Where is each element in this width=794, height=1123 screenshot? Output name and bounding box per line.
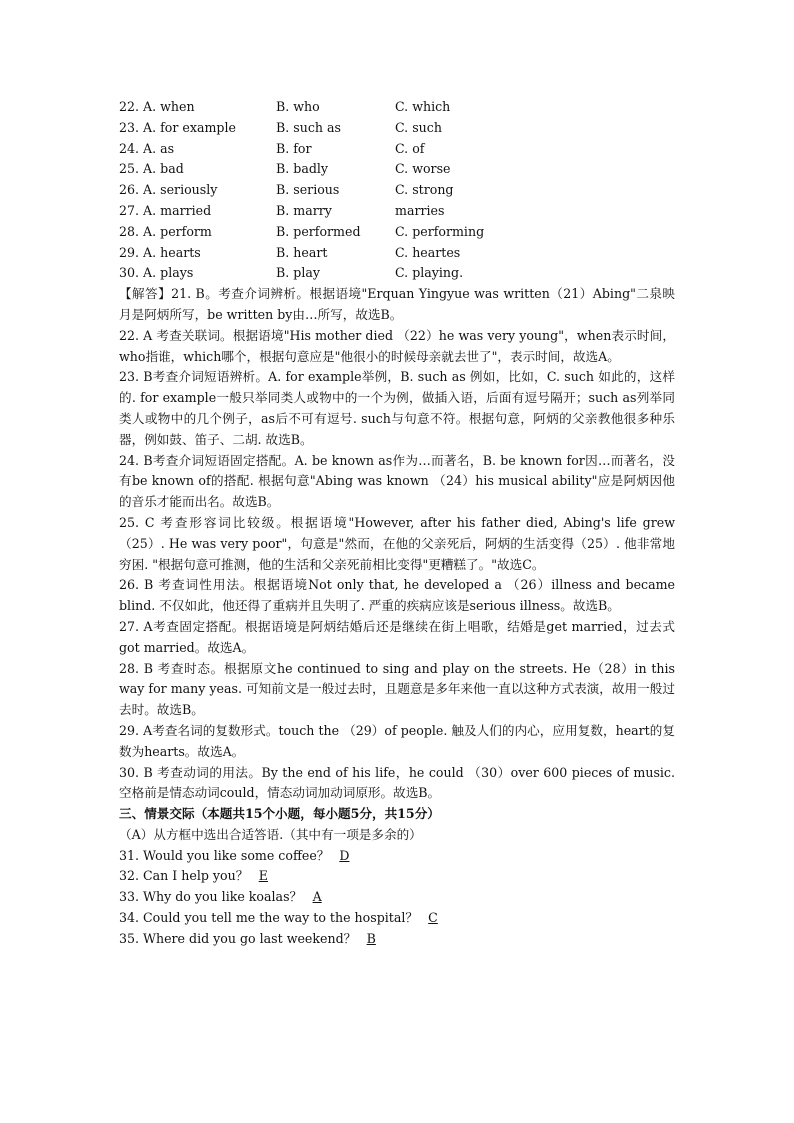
answer-30: 30. B 考查动词的用法。By the end of his life，he could （30）over 600 pieces of music. 空格前是情态动词could，情态动词加动词原形。故选B。 — [119, 764, 675, 801]
option-row — [119, 118, 675, 139]
answer-blank: D — [339, 847, 350, 863]
option-a: 27. A. married — [119, 202, 212, 218]
answer-21: 【解答】21. B。考查介词辨析。根据语境"Erquan Yingyue was written（21）Abing"二泉映月是阿炳所写，be written by由…所写，故选B。 — [119, 286, 675, 322]
option-c: C. which — [395, 99, 451, 114]
question-32 — [119, 866, 675, 887]
option-c: C. worse — [395, 161, 451, 177]
option-b: B. serious — [276, 182, 340, 198]
option-a: 23. A. for example — [119, 119, 236, 135]
option-b: B. performed — [276, 223, 361, 239]
options-list — [119, 97, 675, 284]
option-a: 29. A. hearts — [119, 244, 201, 260]
option-c: C. of — [395, 140, 425, 156]
question-text: 32. Can I help you？ — [119, 868, 249, 884]
section-title: 三、情景交际（本题共15个小题，每小题5分，共15分） — [119, 806, 440, 822]
option-row — [119, 243, 675, 264]
option-b: B. heart — [276, 244, 328, 260]
option-a: 30. A. plays — [119, 265, 194, 281]
answer-29: 29. A考查名词的复数形式。touch the （29）of people. 触及人们的内心，应用复数，heart的复数为hearts。故选A。 — [119, 722, 675, 759]
answer-28: 28. B 考查时态。根据原文he continued to sing and play on the streets. He（28）in this way for many yeas. 可知前文是一般过去时，且题意是多年来他一直以这种方式表演，故用一般过去时。故选B。 — [119, 660, 675, 718]
answer-blank: C — [428, 910, 438, 926]
answer-27: 27. A考查固定搭配。根据语境是阿炳结婚后还是继续在街上唱歌，结婚是get married，过去式got married。故选A。 — [119, 618, 675, 655]
question-35 — [119, 929, 675, 950]
option-row — [119, 97, 675, 118]
option-c: C. strong — [395, 182, 454, 198]
option-row — [119, 201, 675, 222]
option-row — [119, 222, 675, 243]
option-c: C. performing — [395, 223, 485, 239]
question-text: 33. Why do you like koalas？ — [119, 889, 303, 905]
answer-explanations — [119, 284, 675, 804]
answer-25: 25. C 考查形容词比较级。根据语境"However, after his father died, Abing's life grew （25）. He was very poor"，句意是"然而，在他的父亲死后，阿炳的生活变得（25）. 他非常地穷困. "根据句意可推测，他的生活和父亲死前相比变得"更糟糕了。"故选C。 — [119, 514, 675, 572]
option-a: 25. A. bad — [119, 161, 184, 177]
question-text: 31. Would you like some coffee？ — [119, 847, 330, 863]
question-list — [119, 846, 675, 950]
option-b: B. who — [276, 99, 320, 114]
answer-blank: A — [312, 889, 322, 905]
option-row — [119, 159, 675, 180]
option-row — [119, 180, 675, 201]
option-b: B. play — [276, 265, 320, 281]
document-page — [119, 97, 675, 950]
question-34 — [119, 908, 675, 929]
answer-blank: B — [366, 930, 376, 946]
option-a: 24. A. as — [119, 140, 175, 156]
option-c: C. such — [395, 119, 442, 135]
question-text: 35. Where did you go last weekend？ — [119, 930, 357, 946]
answer-blank: E — [258, 868, 268, 884]
question-33 — [119, 887, 675, 908]
option-a: 22. A. when — [119, 99, 195, 114]
option-a: 28. A. perform — [119, 223, 212, 239]
option-b: B. for — [276, 140, 312, 156]
question-text: 34. Could you tell me the way to the hospital？ — [119, 910, 418, 926]
answer-23: 23. B考查介词短语辨析。A. for example举例，B. such as 例如，比如，C. such 如此的，这样的. for example一般只举同类人或物中的一个为例，做插入语，后面有逗号隔开；such as列举同类人或物中的几个例子，as后不可有逗号. such与句意不符。根据句意，阿炳的父亲教他很多种乐器，例如鼓、笛子、二胡. 故选B。 — [119, 369, 675, 447]
option-b: B. marry — [276, 202, 332, 218]
option-row — [119, 263, 675, 284]
option-b: B. such as — [276, 119, 341, 135]
answer-26: 26. B 考查词性用法。根据语境Not only that, he developed a （26）illness and became blind. 不仅如此，他还得了重病并且失明了. 严重的疾病应该是serious illness。故选B。 — [119, 577, 675, 614]
option-c: marries — [395, 202, 445, 218]
question-31 — [119, 846, 675, 867]
section-subtitle: （A）从方框中选出合适答语.（其中有一项是多余的） — [119, 826, 422, 842]
option-c: C. playing. — [395, 265, 464, 281]
option-a: 26. A. seriously — [119, 182, 218, 198]
option-c: C. heartes — [395, 244, 461, 260]
option-b: B. badly — [276, 161, 329, 177]
answer-22: 22. A 考查关联词。根据语境"His mother died （22）he was very young"，when表示时间，who指谁，which哪个，根据句意应是"他很小的时候母亲就去世了"，表示时间，故选A。 — [119, 327, 675, 364]
option-row — [119, 139, 675, 160]
answer-24: 24. B考查介词短语固定搭配。A. be known as作为…而著名，B. be known for因…而著名，没有be known of的搭配. 根据句意"Abing was known （24）his musical ability"应是阿炳因他的音乐才能而出名。故选B。 — [119, 452, 675, 510]
